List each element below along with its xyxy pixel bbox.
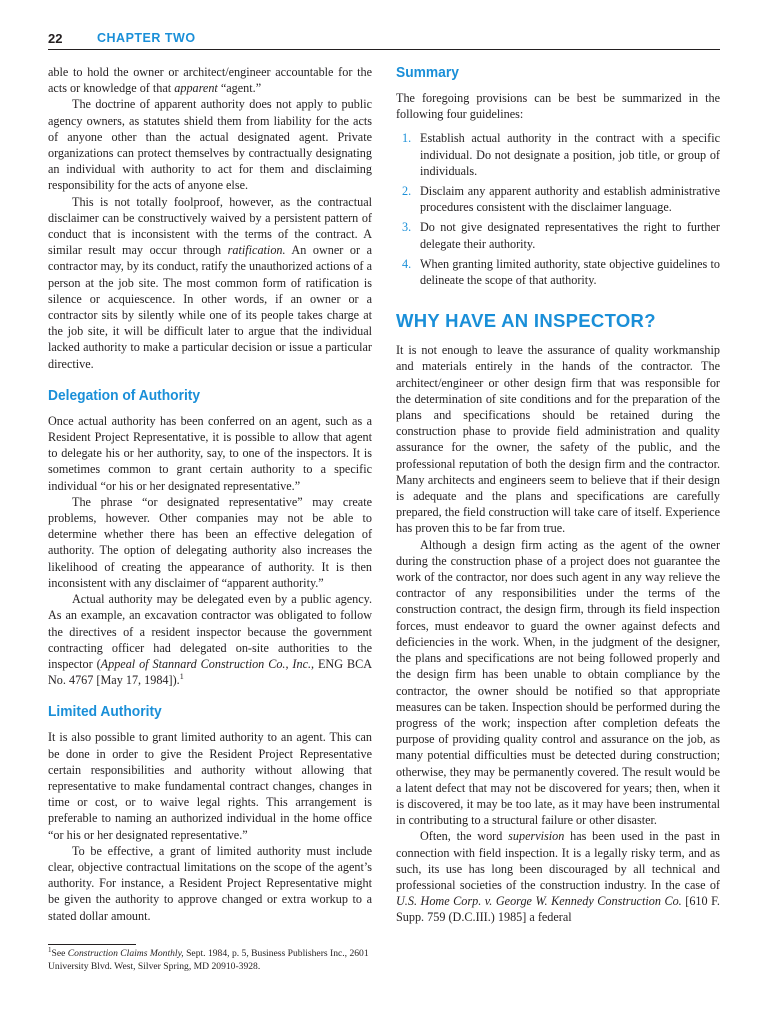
heading-delegation-of-authority: Delegation of Authority bbox=[48, 386, 201, 404]
page-number: 22 bbox=[48, 31, 63, 46]
chapter-label: CHAPTER TWO bbox=[97, 31, 196, 45]
paragraph-delegation-1: Once actual authority has been conferred on an agent, such as a Resident Project Representative, it is possible to allow that agent to delegate his or her authority, say, to one of the inspectors. It is sometimes common to grant certain authority to a specific individual “or his or her designated representative.” bbox=[48, 413, 372, 493]
heading-why-have-an-inspector: WHY HAVE AN INSPECTOR? bbox=[396, 310, 656, 332]
guidelines-list bbox=[396, 130, 720, 288]
guideline-item bbox=[396, 130, 720, 179]
footnote-reference: 1 bbox=[179, 672, 184, 682]
paragraph-inspector-2: Although a design firm acting as the agent of the owner during the construction phase of a project does not guarantee the work of the contractor, nor does such agent in any way relieve the contractor of any responsibilities under the terms of the construction contract, the design firm, through its field inspection forces, must endeavor to guard the owner against defects and deficiencies in the work. When, in the judgment of the designer, the plans and specifications are not being followed properly and the design firm has been unable to obtain compliance by the contractor, the owner should be notified so that appropriate measures can be taken. Inspection should be performed during the progress of the work; inspection after completion defeats the purpose of providing quality control and assurance on the job, as many potential difficulties must be detected during construction; otherwise, they may be permanently covered. The result would be a latent defect that may not be discovered for years; then, when it is discovered, it may be too late, as it may have been instrumental in contributing to a structural failure or other disaster. bbox=[396, 537, 720, 828]
right-column bbox=[396, 64, 720, 926]
left-column bbox=[48, 64, 372, 924]
footnote-rule bbox=[48, 944, 136, 945]
paragraph-delegation-2: The phrase “or designated representative” may create problems, however. Other companies may not be able to determine whether there has been an effective delegation of authority. The option of delegating authority also increases the likelihood of creating the appearance of authority. It is then inconsistent with any disclaimer of “apparent authority.” bbox=[48, 494, 372, 590]
guideline-text: Disclaim any apparent authority and establish administrative procedures consistent with the disclaimer language. bbox=[420, 184, 720, 215]
paragraph-public-agency: The doctrine of apparent authority does not apply to public agency owners, as statutes shield them from liability for the acts of anyone other than the actual designated agent. Private organizations can protect themselves by contractually designating an individual with authority to act for them and disclaiming responsibility for the acts of anyone else. bbox=[48, 97, 372, 193]
guideline-item bbox=[396, 256, 720, 288]
footnote: $^1$See Construction Claims Monthly, Sept. 1984, p. 5, Business Publishers Inc., 2601 University Blvd. West, Silver Spring, MD 20910-3928. bbox=[48, 945, 369, 972]
guideline-text: Do not give designated representatives the right to further delegate their authority. bbox=[420, 220, 720, 251]
paragraph-supervision: Often, the word supervision has been used in the past in connection with field inspection. It is a legally risky term, and as such, its use has long been discouraged by all technical and professional societies of the construction industry. In the case of U.S. Home Corp. v. George W. Kennedy Construction Co. [610 F. Supp. 759 (D.C.III.) 1985] a federal bbox=[396, 829, 721, 925]
header-rule bbox=[48, 49, 720, 50]
paragraph-apparent-agent: able to hold the owner or architect/engineer accountable for the acts or knowledge of that apparent “agent.” bbox=[48, 65, 372, 96]
paragraph-delegation-3: Actual authority may be delegated even by a public agency. As an example, an excavation contractor was obligated to follow the directives of a resident inspector because the government contracting officer had delegated on-site authorities to the inspector (Appeal of Stannard Construction Co., Inc., ENG BCA No. 4767 [May 17, 1984]).$^1$ bbox=[48, 592, 373, 688]
guideline-number: 2. bbox=[402, 184, 412, 199]
guideline-number: 1. bbox=[402, 131, 412, 146]
guideline-number: 4. bbox=[402, 256, 412, 271]
paragraph-ratification: This is not totally foolproof, however, as the contractual disclaimer can be constructively waived by a persistent pattern of conduct that is inconsistent with the terms of the contract. A similar result may occur through ratification. An owner or a contractor may, by its conduct, ratify the unauthorized actions of a person at the job site. The most common form of ratification is silence or acquiescence. In other words, if an owner or a contractor sits by silently while one of its people takes charge at the job site, it will be difficult later to argue that the individual lacked authority to make a particular decision or issue a particular directive. bbox=[48, 194, 372, 371]
guideline-number: 3. bbox=[402, 220, 412, 235]
paragraph-limited-1: It is also possible to grant limited authority to an agent. This can be done in order to give the Resident Project Representative certain responsibilities and authority without allowing that representative to make fundamental contract changes, changes in time or cost, or to waive legal rights. This arrangement is preferable to naming an authorized individual in the home office “or his or her designated representative.” bbox=[48, 730, 372, 842]
guideline-item bbox=[396, 183, 720, 215]
heading-summary: Summary bbox=[396, 64, 459, 81]
guideline-item bbox=[396, 219, 720, 251]
guideline-text: Establish actual authority in the contract with a specific individual. Do not designate a position, job title, or group of individuals. bbox=[420, 131, 720, 178]
heading-limited-authority: Limited Authority bbox=[48, 703, 162, 721]
paragraph-limited-2: To be effective, a grant of limited authority must include clear, objective contractual limitations on the scope of the agent’s authority. For instance, a Resident Project Representative might be given the authority to approve changed or extra workup to a stated dollar amount. bbox=[48, 843, 372, 923]
paragraph-inspector-1: It is not enough to leave the assurance of quality workmanship and materials entirely in the hands of the contractor. The architect/engineer or other design firm that was responsible for the determination of site conditions and for the preparation of the plans and specifications should be retained during the construction phase to provide field administration and quality assurance for the owner, the safety of the public, and the professional reputation of both the design firm and the contractor. Many architects and engineers seem to believe that if their design is adequate and the plans and specifications are carefully prepared, the field construction will take care of itself. Experience has proven this to be far from true. bbox=[396, 343, 720, 536]
running-head bbox=[48, 31, 720, 53]
paragraph-summary-intro: The foregoing provisions can be best be summarized in the following four guidelines: bbox=[396, 91, 720, 122]
guideline-text: When granting limited authority, state objective guidelines to delineate the scope of that authority. bbox=[420, 256, 720, 288]
